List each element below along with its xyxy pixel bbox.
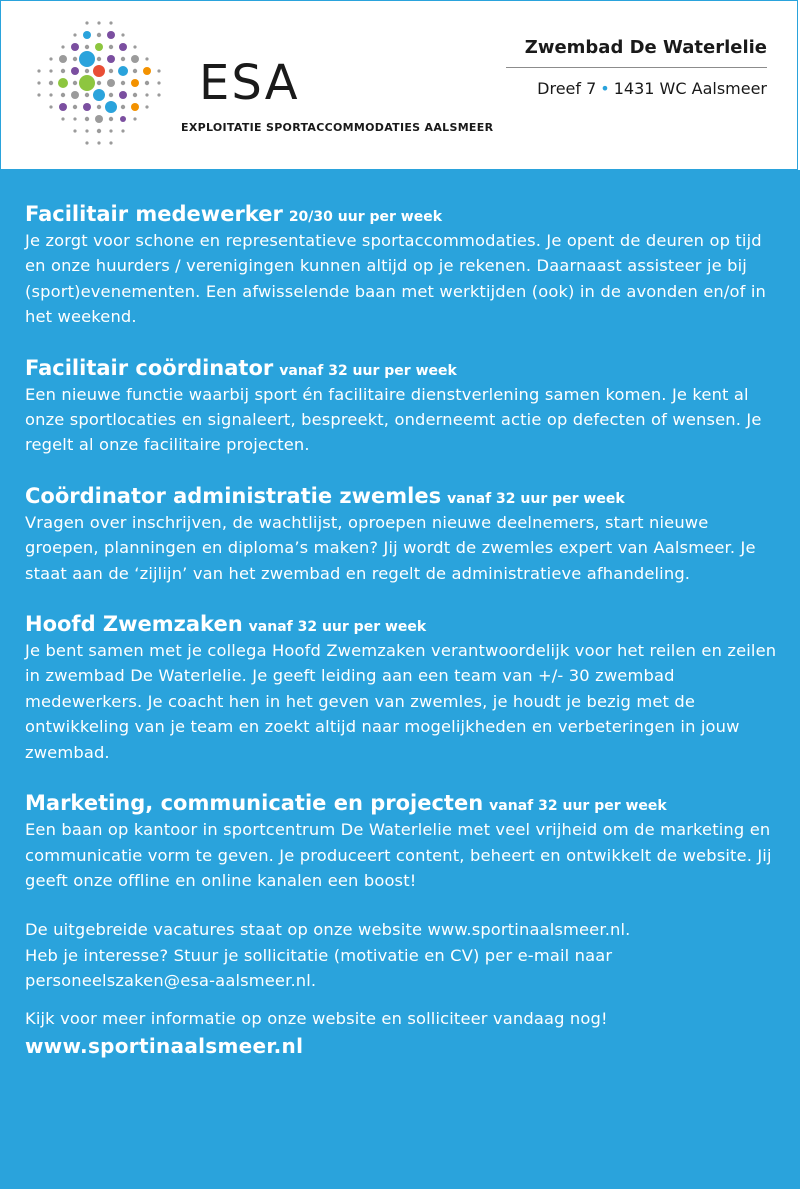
logo-dot (71, 43, 79, 51)
job-hours: vanaf 32 uur per week (447, 490, 625, 507)
logo-dot (95, 115, 103, 123)
venue-name: Zwembad De Waterlelie (524, 37, 767, 58)
logo-dot (133, 93, 137, 97)
job-item (25, 354, 785, 458)
logo-dot (97, 129, 101, 133)
job-description: Een nieuwe functie waarbij sport én facilitaire dienstverlening samen komen. Je kent al onze sportlocaties en signaleert, bespreekt, onderneemt actie op defecten of wensen. Je regelt al onze facilitaire projecten. (25, 384, 762, 455)
logo-dot (121, 81, 125, 85)
logo-dot (93, 89, 105, 101)
logo-dot (49, 57, 52, 60)
logo-dot (145, 57, 148, 60)
logo-dot (79, 75, 95, 91)
logo-dot (49, 93, 52, 96)
logo-dot (73, 129, 76, 132)
logo-dot (61, 69, 65, 73)
logo-dot (109, 93, 113, 97)
info-line: De uitgebreide vacatures staat op onze website www.sportinaalsmeer.nl. (25, 920, 631, 940)
logo-dot (97, 33, 101, 37)
logo-dot (49, 105, 52, 108)
page-header (0, 0, 798, 170)
logo-dot (118, 66, 128, 76)
logo-dot (85, 45, 89, 49)
job-hours: vanaf 32 uur per week (489, 798, 667, 815)
logo-dot (73, 81, 77, 85)
job-description: Je zorgt voor schone en representatieve sportaccommodaties. Je opent de deuren op tijd en onze huurders / verenigingen kunnen altijd op je rekenen. Daarnaast assisteer je bij (sport)evenementen. Een afwisselende baan met werktijden (ook) in de avonden en/of in het weekend. (25, 231, 767, 327)
logo-dot (58, 78, 68, 88)
bullet-separator: • (600, 79, 610, 98)
job-description: Vragen over inschrijven, de wachtlijst, oproepen nieuwe deelnemers, start nieuwe groepen, planningen en diploma’s maken? Jij wordt de zwemles expert van Aalsmeer. Je staat aan de ‘zijlijn’ van het zwembad en regelt de administratieve afhandeling. (25, 512, 756, 583)
job-title: Coördinator administratie zwemles (25, 483, 442, 508)
logo-dot (107, 55, 115, 63)
logo-dot (59, 55, 67, 63)
logo-dot (71, 91, 79, 99)
logo-dot (79, 51, 95, 67)
logo-dot (85, 117, 89, 121)
dot-grid-logo-icon (29, 11, 169, 161)
logo-dot (143, 67, 151, 75)
logo-wordmark: ESA (199, 55, 300, 111)
job-title: Marketing, communicatie en projecten (25, 791, 484, 816)
logo-dot (85, 21, 88, 24)
vacancies-panel (0, 170, 800, 1189)
logo-dot (73, 117, 76, 120)
logo-dot (59, 103, 67, 111)
logo-dot (157, 69, 160, 72)
job-title: Facilitair coördinator (25, 355, 274, 380)
logo-dot (105, 101, 117, 113)
venue-city: 1431 WC Aalsmeer (613, 79, 767, 98)
logo-dot (107, 79, 115, 87)
application-info (25, 917, 785, 993)
venue-address (537, 79, 767, 98)
call-to-action: Kijk voor meer informatie op onze website en solliciteer vandaag nog! (25, 1008, 608, 1028)
logo-dot (119, 91, 127, 99)
logo-dot (131, 55, 139, 63)
logo-dot (73, 33, 76, 36)
venue-street: Dreef 7 (537, 79, 597, 98)
logo-dot (145, 81, 149, 85)
vacancies-content (25, 200, 785, 1061)
logo-dot (109, 129, 112, 132)
logo-dot (83, 31, 91, 39)
logo-dot (97, 81, 101, 85)
logo-dot (97, 57, 101, 61)
logo-dot (119, 43, 127, 51)
logo-dot (109, 21, 112, 24)
logo-dot (95, 43, 103, 51)
logo-dot (133, 69, 137, 73)
logo-dot (97, 141, 100, 144)
logo-dot (83, 103, 91, 111)
logo-subtitle: EXPLOITATIE SPORTACCOMMODATIES AALSMEER (181, 121, 494, 134)
job-title: Hoofd Zwemzaken (25, 612, 243, 637)
job-item (25, 482, 785, 586)
logo-dot (61, 117, 64, 120)
venue-divider (506, 67, 767, 68)
logo-dot (145, 93, 148, 96)
logo-dot (121, 57, 125, 61)
logo-dot (109, 117, 113, 121)
logo-dot (107, 31, 115, 39)
logo-dot (131, 79, 139, 87)
logo-dot (37, 93, 40, 96)
logo-dot (97, 21, 100, 24)
logo-dot (49, 81, 53, 85)
logo-dot (73, 105, 77, 109)
logo-dot (133, 117, 136, 120)
logo-dot (49, 69, 52, 72)
job-hours: vanaf 32 uur per week (248, 619, 427, 636)
job-description: Een baan op kantoor in sportcentrum De Waterlelie met veel vrijheid om de marketing en communicatie vorm te geven. Je produceert content, beheert en ontwikkelt de website. Jij geeft onze offline en online kanalen een boost! (25, 820, 772, 890)
job-description: Je bent samen met je collega Hoofd Zwemzaken verantwoordelijk voor het reilen en zeilen in zwembad De Waterlelie. Je geeft leiding aan een team van +/- 30 zwembad medewerkers. Je coacht hen in het geven van zwemles, je houdt je bezig met de ontwikkeling van je team en zoekt altijd naar mogelijkheden en verbeteringen in jouw zwembad. (25, 641, 777, 762)
logo-dot (157, 93, 160, 96)
logo-dot (61, 93, 65, 97)
logo-dot (109, 141, 112, 144)
logo-dot (109, 45, 113, 49)
logo-dot (37, 69, 40, 72)
info-line: Heb je interesse? Stuur je sollicitatie (motivatie en CV) per e-mail naar (25, 945, 613, 965)
job-item (25, 789, 785, 893)
logo-dot (93, 65, 105, 77)
email-link[interactable]: personeelszaken@esa-aalsmeer.nl. (25, 971, 317, 991)
logo-dot (97, 105, 101, 109)
job-hours: vanaf 32 uur per week (279, 362, 457, 379)
logo-dot (131, 103, 139, 111)
website-link[interactable]: www.sportinaalsmeer.nl (25, 1033, 304, 1058)
logo-dot (157, 81, 160, 84)
logo-dot (37, 81, 40, 84)
job-hours: 20/30 uur per week (288, 209, 443, 225)
logo-dot (71, 67, 79, 75)
logo-dot (73, 57, 77, 61)
logo-dot (121, 129, 124, 132)
logo-dot (85, 129, 88, 132)
logo-dot (145, 105, 148, 108)
logo-dot (121, 105, 125, 109)
logo-dot (85, 141, 88, 144)
job-item (25, 200, 785, 330)
logo-dot (120, 116, 126, 122)
job-title: Facilitair medewerker (25, 202, 283, 226)
logo-dot (133, 45, 136, 48)
logo-dot (61, 45, 64, 48)
logo-dot (109, 69, 113, 73)
logo-dot (85, 69, 89, 73)
logo-dot (121, 33, 124, 36)
logo-dot (85, 93, 89, 97)
job-item (25, 610, 785, 765)
